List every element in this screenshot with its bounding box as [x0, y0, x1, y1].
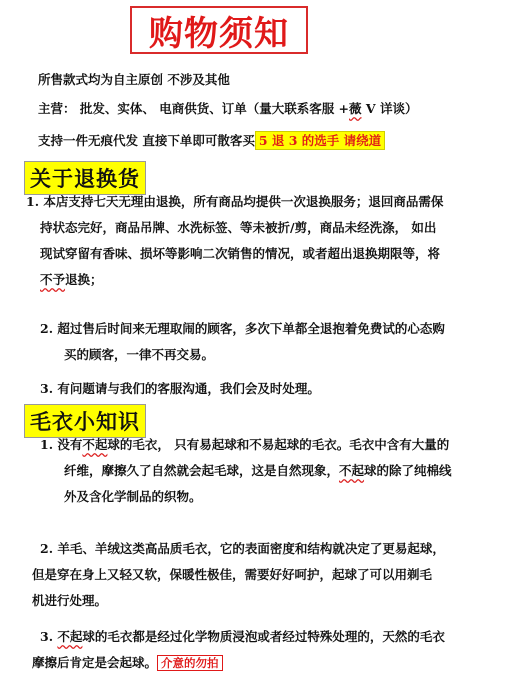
sweater-item-2	[32, 536, 500, 614]
returns-item-1-line-3: 现试穿留有香味、损坏等影响二次销售的情况，或者超出退换期限等，将	[40, 246, 441, 261]
page-title: 购物须知	[130, 6, 308, 54]
sweater-item-2-line-3: 机进行处理。	[32, 593, 108, 608]
text-segment: 1. 没有	[40, 437, 83, 452]
text-segment: 球的毛衣， 只有易起球和不易起球的毛衣。毛衣中含有大量的	[107, 437, 450, 452]
sweater-item-2-line-2: 但是穿在身上又轻又软，保暖性极佳，需要好好呵护，起球了可以用剃毛	[32, 567, 433, 582]
wavy-word: 不起	[82, 437, 108, 452]
returns-item-1-line-4	[26, 267, 496, 293]
sweater-item-3	[32, 624, 500, 676]
sweater-item-2-line-1: 2. 羊毛、羊绒这类高品质毛衣，它的表面密度和结构就决定了更易起球，	[40, 541, 445, 556]
text-segment: 球的除了纯棉线	[364, 463, 452, 478]
returns-heading: 关于退换货	[24, 161, 146, 195]
intro-line-original: 所售款式均为自主原创 不涉及其他	[38, 72, 230, 87]
returns-item-3: 3. 有问题请与我们的客服沟通，我们会及时处理。	[40, 381, 320, 396]
returns-item-2	[40, 316, 496, 368]
warning-highlight: 5 退 3 的选手 请绕道	[255, 131, 385, 150]
returns-item-2-line-2: 买的顾客，一律不再交易。	[64, 347, 215, 362]
wavy-word: 薇	[349, 101, 362, 116]
returns-item-1-line-2: 持状态完好，商品吊牌、水洗标签、等未被折/剪，商品未经洗涤， 如出	[40, 220, 437, 235]
returns-item-1	[26, 189, 496, 293]
text-segment: 纤维，摩擦久了自然就会起毛球，这是自然现象，	[64, 463, 340, 478]
sweater-item-1-line-1	[40, 437, 449, 452]
text-segment: 球的毛衣都是经过化学物质浸泡或者经过特殊处理的，天然的毛衣	[82, 629, 445, 644]
intro-line-dropship	[38, 131, 385, 149]
business-text: 主营： 批发、实体、 电商供货、订单（量大联系客服 +	[38, 101, 350, 116]
sweater-item-1-line-3: 外及含化学制品的织物。	[64, 489, 202, 504]
returns-item-1-line-4-text: 退换；	[65, 272, 103, 287]
sweater-item-3-line-1	[40, 629, 445, 644]
sweater-heading: 毛衣小知识	[24, 404, 146, 438]
text-segment: 摩擦后肯定是会起球。	[32, 655, 158, 670]
text-segment: 3.	[40, 629, 58, 644]
wavy-word: 不予	[40, 272, 66, 287]
returns-item-1-line-1: 1. 本店支持七天无理由退换，所有商品均提供一次退换服务；退回商品需保	[26, 194, 444, 209]
wavy-word: 不起	[57, 629, 83, 644]
sweater-item-1-line-2	[40, 458, 500, 484]
business-text-end: V 详谈）	[361, 101, 418, 116]
dropship-text: 支持一件无痕代发 直接下单即可散客买	[38, 133, 255, 148]
returns-item-2-line-1: 2. 超过售后时间来无理取闹的顾客，多次下单都全退抱着免费试的心态购	[40, 321, 445, 336]
caution-label: 介意的勿拍	[157, 655, 223, 671]
sweater-item-3-line-2	[32, 655, 223, 670]
sweater-item-1	[40, 432, 500, 510]
intro-line-business	[38, 99, 417, 117]
wavy-word: 不起	[339, 463, 365, 478]
